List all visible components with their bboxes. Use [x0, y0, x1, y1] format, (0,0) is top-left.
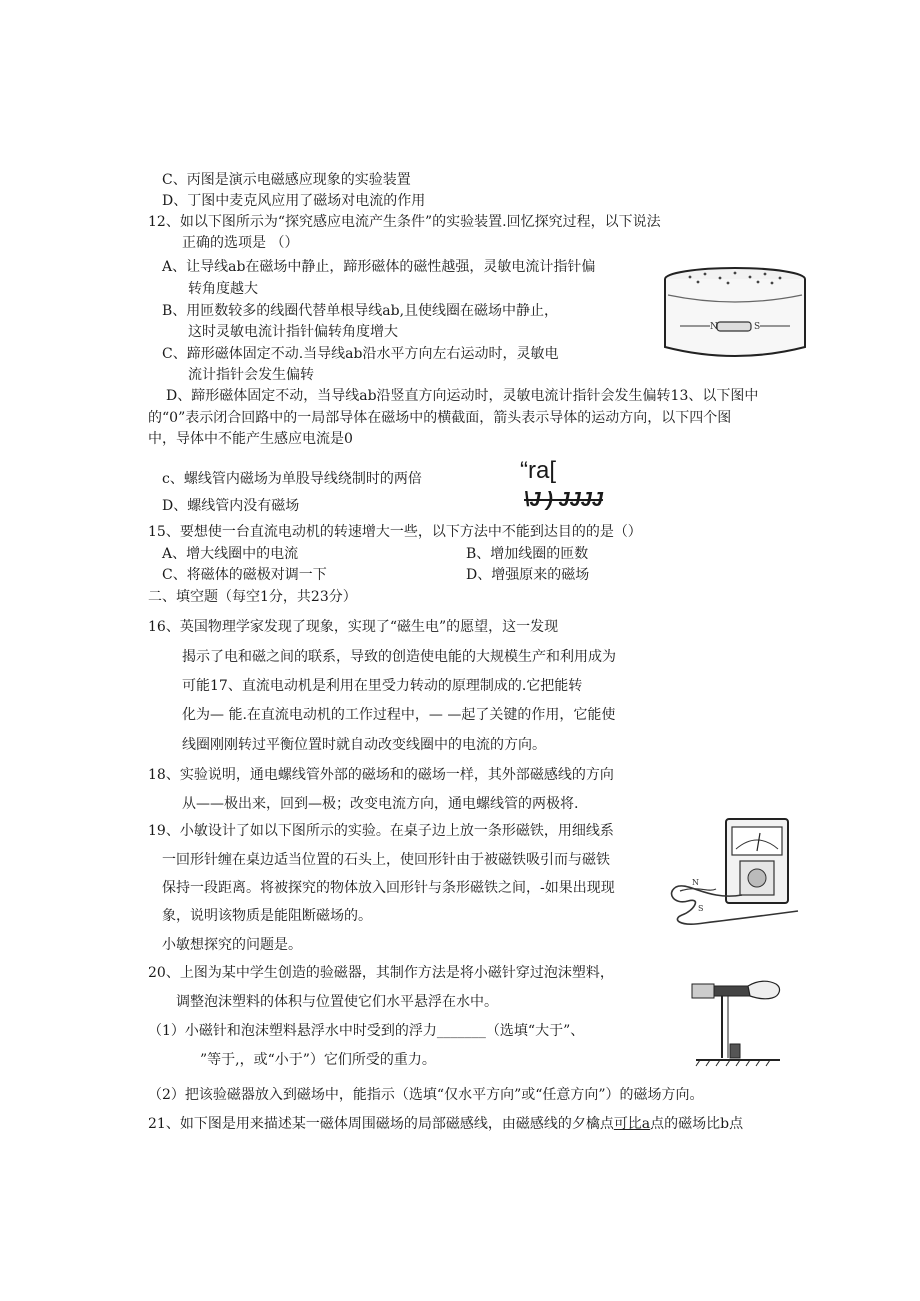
question-17: 可能17、直流电动机是利用在里受力转动的原理制成的.它把能转 — [182, 678, 583, 694]
q14-option-c: c、螺线管内磁场为单股导线绕制时的两倍 — [162, 471, 422, 487]
question-13-cont: 的“0”表示闭合回路中的一局部导体在磁场中的横截面，箭头表示导体的运动方向，以下四个图 — [148, 410, 732, 426]
svg-text:S: S — [698, 904, 704, 913]
question-16: 16、英国物理学家发现了现象，实现了“磁生电”的愿望，这一发现 — [148, 619, 559, 635]
line-option-c-prev: C、丙图是演示电磁感应现象的实验装置 — [162, 172, 411, 188]
q15-option-a: A、增大线圈中的电流 — [162, 546, 299, 562]
question-16-cont: 揭示了电和磁之间的联系，导致的创造使电能的大规模生产和利用成为 — [182, 649, 616, 665]
q15-option-d: D、增强原来的磁场 — [466, 567, 590, 583]
beaker-figure — [660, 265, 810, 365]
q15-option-c: C、将磁体的磁极对调一下 — [162, 567, 327, 583]
meter-figure — [668, 815, 813, 930]
question-12-cont: 正确的选项是 （） — [182, 235, 299, 251]
question-19-cont: 一回形针缠在桌边适当位置的石头上，使回形针由于被磁铁吸引而与磁铁 — [162, 852, 610, 868]
question-21-text-end: 点的磁场比b点 — [650, 1116, 744, 1132]
question-17-cont2: 线圈刚刚转过平衡位置时就自动改变线圈中的电流的方向。 — [182, 737, 546, 753]
question-12: 12、如以下图所示为“探究感应电流产生条件”的实验装置.回忆探究过程，以下说法 — [148, 214, 661, 230]
question-19: 19、小敏设计了如以下图所示的实验。在桌子边上放一条形磁铁，用细线系 — [148, 823, 614, 839]
section-heading-fill-in: 二、填空题（每空1分，共23分） — [148, 589, 357, 605]
question-20-part-1: （1）小磁针和泡沫塑料悬浮水中时受到的浮力_______（选填“大于”、 — [148, 1023, 585, 1039]
question-18-cont: 从——极出来，回到—极；改变电流方向，通电螺线管的两极将. — [182, 796, 579, 812]
svg-text:N: N — [692, 878, 699, 887]
q12-option-b: B、用匝数较多的线圈代替单根导线ab,且使线圈在磁场中静止， — [162, 303, 559, 319]
question-21-underlined: 可比a — [613, 1116, 651, 1132]
coil-figure-top: “ra[ — [520, 457, 556, 484]
q12-option-d-q13: D、蹄形磁体固定不动，当导线ab沿竖直方向运动时，灵敏电流计指针会发生偏转13、以下图中 — [166, 388, 759, 404]
q12-option-c: C、蹄形磁体固定不动.当导线ab沿水平方向左右运动时，灵敏电 — [162, 346, 559, 362]
q12-option-c-cont: 流计指针会发生偏转 — [188, 367, 314, 383]
question-21 — [148, 1115, 743, 1133]
question-15: 15、要想使一台直流电动机的转速增大一些，以下方法中不能到达目的的是（） — [148, 524, 642, 540]
coil-figure-bottom: \J ) JJJJ — [524, 489, 603, 511]
question-18: 18、实验说明，通电螺线管外部的磁场和的磁场一样，其外部磁感线的方向 — [148, 767, 614, 783]
question-19-cont4: 小敏想探究的问题是。 — [162, 937, 302, 953]
line-option-d-prev: D、丁图中麦克风应用了磁场对电流的作用 — [162, 193, 426, 209]
q12-option-a: A、让导线ab在磁场中静止，蹄形磁体的磁性越强，灵敏电流计指针偏 — [162, 259, 596, 275]
question-20-part-1-cont: ”等于,，或“小于”）它们所受的重力。 — [200, 1052, 436, 1068]
q14-option-d: D、螺线管内没有磁场 — [162, 498, 300, 514]
q12-option-b-cont: 这时灵敏电流计指针偏转角度增大 — [188, 324, 398, 340]
q15-option-b: B、增加线圈的匝数 — [466, 546, 589, 562]
beaker-s-label: S — [754, 322, 761, 332]
question-20-cont: 调整泡沫塑料的体积与位置使它们水平悬浮在水中。 — [176, 994, 498, 1010]
question-21-text: 21、如下图是用来描述某一磁体周围磁场的局部磁感线，由磁感线的夕檎点 — [148, 1116, 614, 1132]
q12-option-a-cont: 转角度越大 — [188, 281, 258, 297]
question-19-cont2: 保持一段距离。将被探究的物体放入回形针与条形磁铁之间，-如果出现现 — [162, 880, 615, 896]
question-19-cont3: 象，说明该物质是能阻断磁场的。 — [162, 908, 372, 924]
hand-stand-figure — [688, 978, 788, 1068]
question-13-cont2: 中，导体中不能产生感应电流是0 — [148, 431, 353, 447]
question-20-part-2: （2）把该验磁器放入到磁场中，能指示（选填“仅水平方向”或“任意方向”）的磁场方向。 — [148, 1087, 704, 1103]
question-17-cont: 化为— 能.在直流电动机的工作过程中，— —起了关键的作用，它能使 — [182, 707, 616, 723]
question-20: 20、上图为某中学生创造的验磁器，其制作方法是将小磁针穿过泡沫塑料， — [148, 965, 614, 981]
beaker-n-label: N — [710, 322, 718, 332]
